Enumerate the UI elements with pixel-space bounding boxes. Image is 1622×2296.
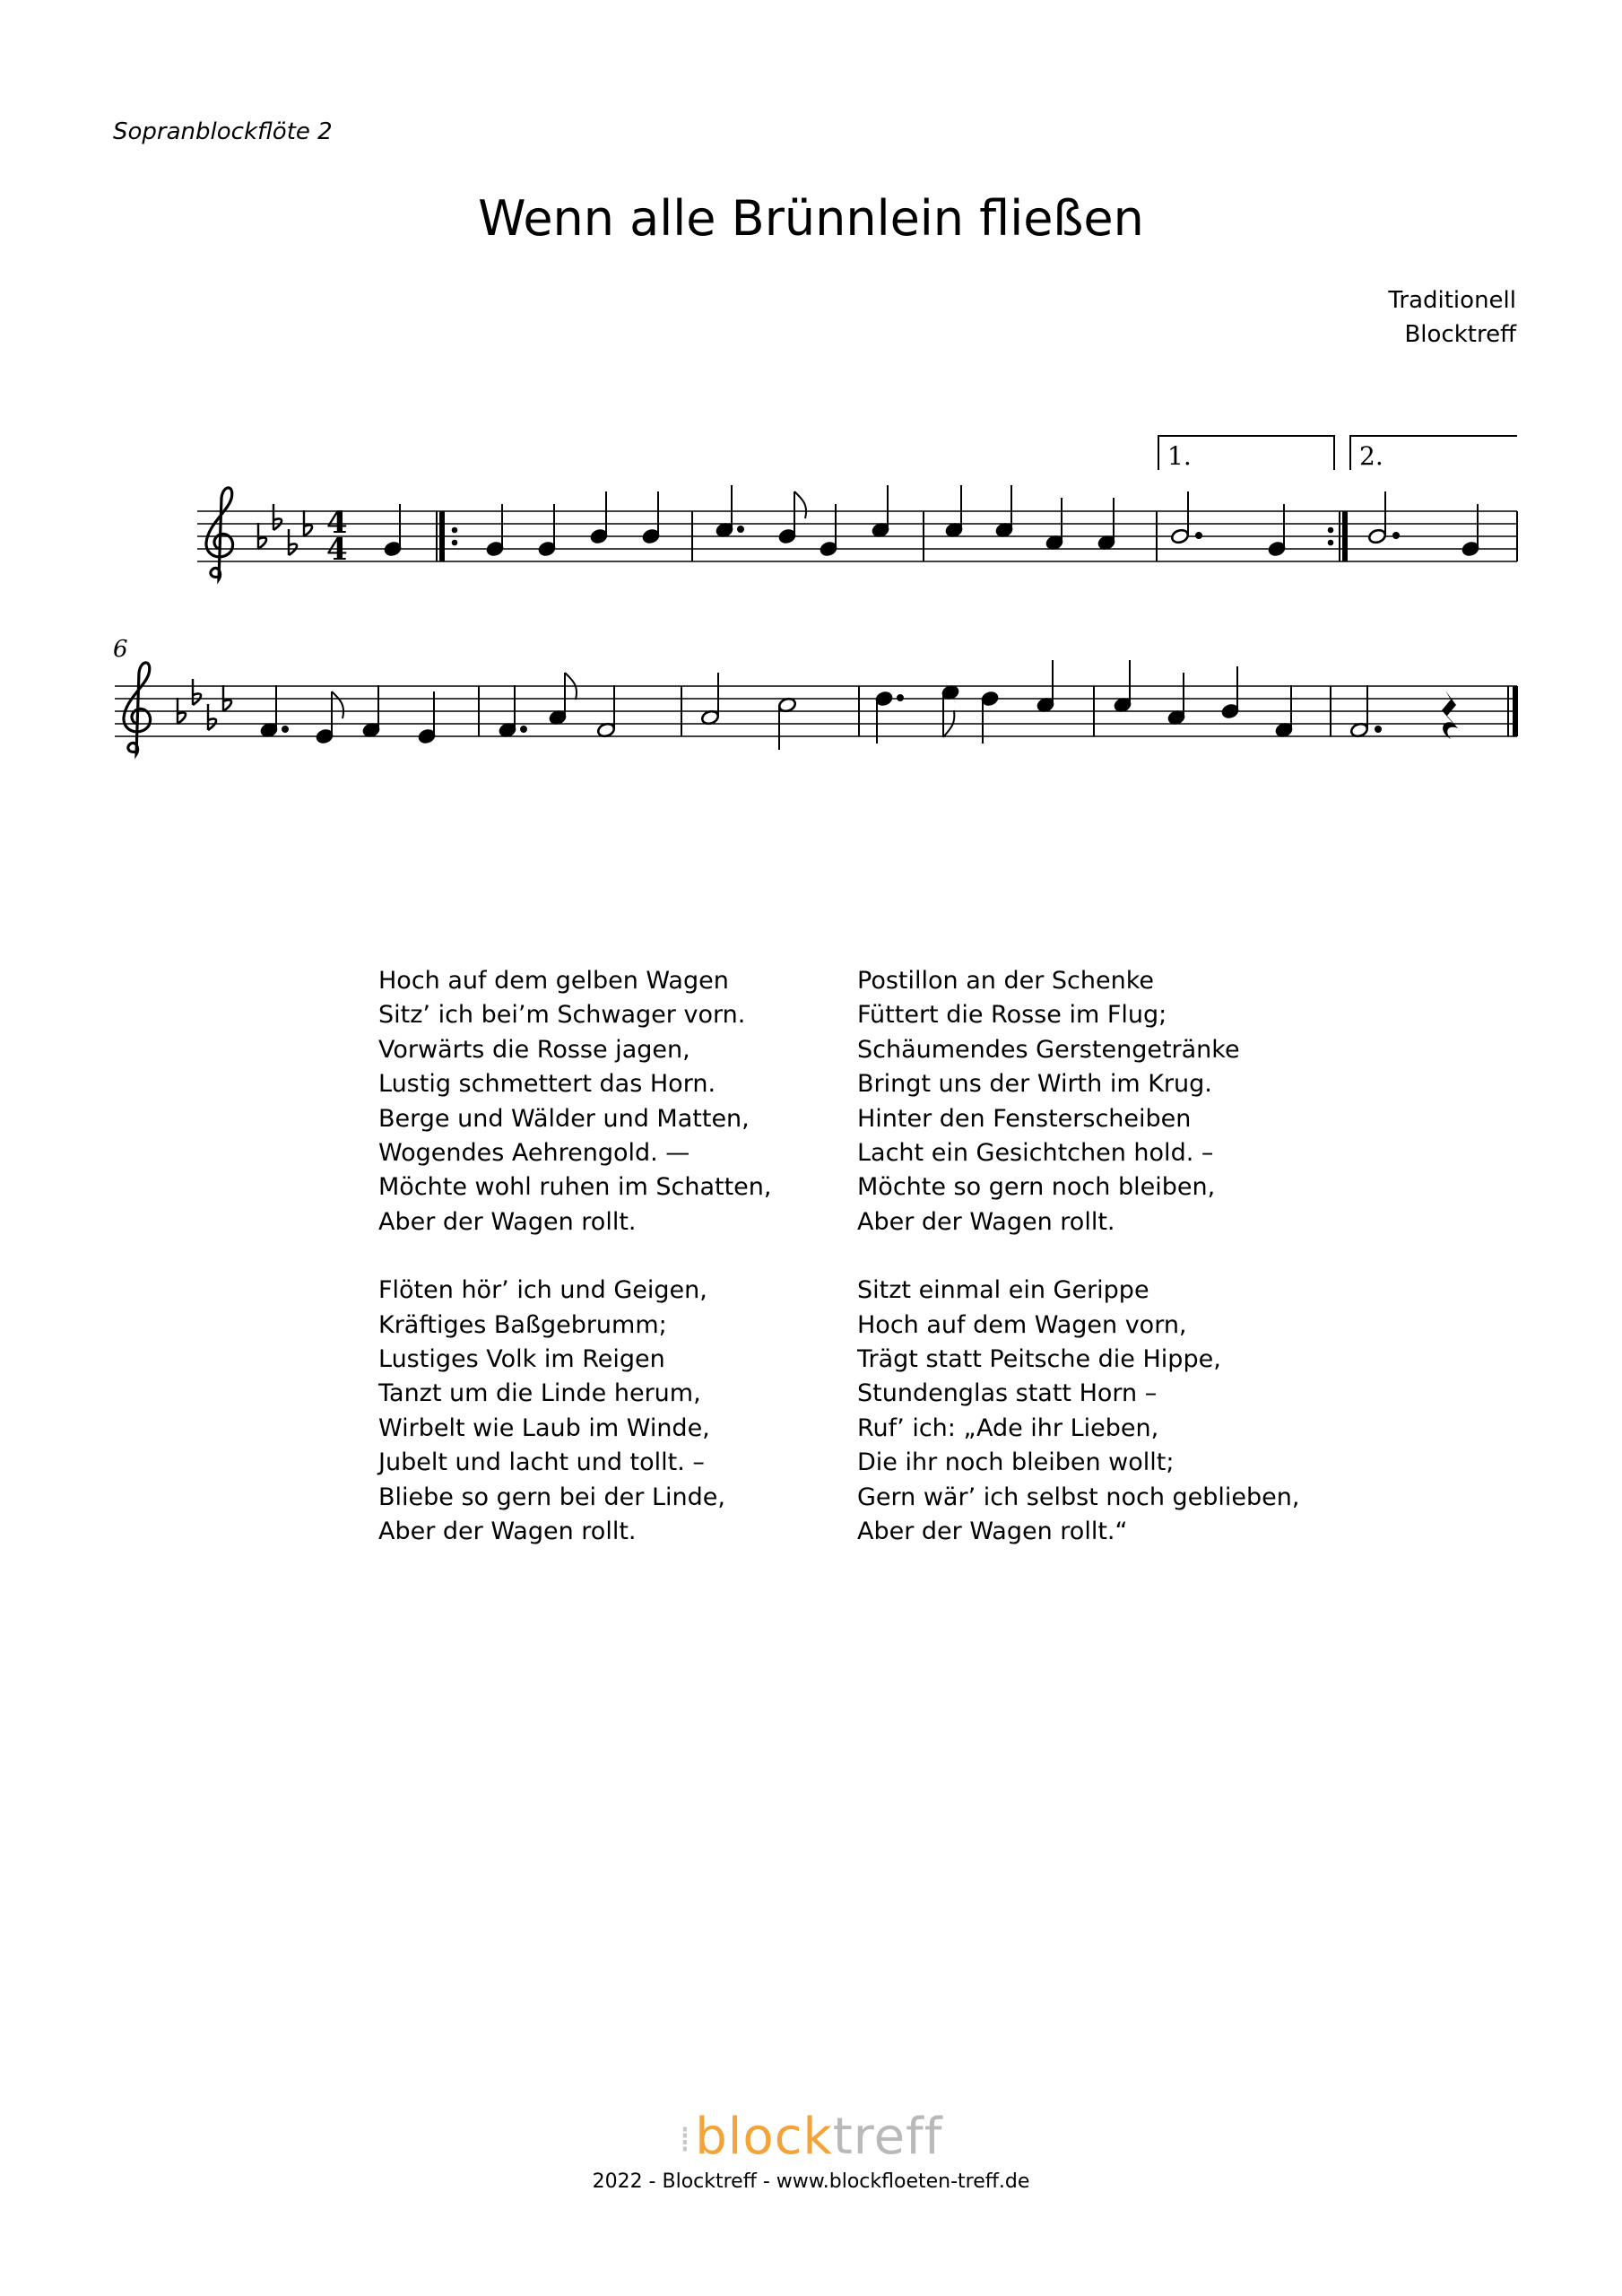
staff-system-1 [197,436,1517,579]
svg-text:4: 4 [326,505,348,541]
stanza-1 [378,964,772,1239]
lyric-line: Vorwärts die Rosse jagen, [378,1035,690,1064]
volta-2-label: 2. [1359,441,1383,471]
lyric-line: Stundenglas statt Horn – [857,1379,1158,1408]
lyric-line: Bliebe so gern bei der Linde, [378,1483,725,1511]
lyric-line: Lacht ein Gesichtchen hold. – [857,1139,1214,1168]
arranger-credit: Blocktreff [1404,321,1516,348]
time-signature [326,505,348,568]
logo-dots-icon: ⁞ [679,2118,692,2161]
logo-text-treff: treff [832,2108,943,2166]
lyric-line: Aber der Wagen rollt. [857,1207,1115,1236]
lyric-line: Hinter den Fensterscheiben [857,1104,1192,1133]
volta-brackets [1158,436,1517,470]
treble-clef-icon [206,488,233,579]
lyric-line: Ruf’ ich: „Ade ihr Lieben, [857,1413,1159,1442]
lyric-line: Füttert die Rosse im Flug; [857,1001,1167,1030]
lyric-line: Gern wär’ ich selbst noch geblieben, [857,1483,1300,1511]
lyric-line: Postillon an der Schenke [857,967,1154,995]
lyric-line: Berge und Wälder und Matten, [378,1104,750,1133]
logo-text-block: block [695,2108,833,2166]
footer-text: 2022 - Blocktreff - www.blockfloeten-treff.de [592,2170,1030,2193]
lyric-line: Lustig schmettert das Horn. [378,1070,716,1099]
svg-text:4: 4 [326,532,348,568]
lyric-line: Jubelt und lacht und tollt. – [378,1448,705,1477]
lyric-line: Kräftiges Baßgebrumm; [378,1310,667,1339]
lyric-line: Lustiges Volk im Reigen [378,1345,665,1374]
stanza-4 [857,1274,1299,1549]
lyric-line: Flöten hör’ ich und Geigen, [378,1276,707,1305]
lyric-line: Trägt statt Peitsche die Hippe, [857,1345,1221,1374]
lyric-line: Hoch auf dem gelben Wagen [378,967,729,995]
blocktreff-logo [0,2108,1622,2166]
sheet-music [0,0,1622,807]
lyric-line: Aber der Wagen rollt.“ [857,1518,1128,1546]
lyric-line: Sitzt einmal ein Gerippe [857,1276,1149,1305]
lyric-line: Aber der Wagen rollt. [378,1518,637,1546]
lyric-line: Möchte so gern noch bleiben, [857,1173,1216,1202]
lyrics-column-right [857,964,1299,1584]
notes-system-1 [384,485,1479,557]
lyric-line: Möchte wohl ruhen im Schatten, [378,1173,772,1202]
stanza-3 [378,1274,772,1549]
lyric-line: Wogendes Aehrengold. — [378,1139,690,1168]
lyric-line: Schäumendes Gerstengetränke [857,1035,1240,1064]
lyric-line: Die ihr noch bleiben wollt; [857,1448,1175,1477]
composer-credit: Traditionell [1388,287,1516,314]
lyric-line: Bringt uns der Wirth im Krug. [857,1070,1212,1099]
lyric-line: Aber der Wagen rollt. [378,1207,637,1236]
page-title: Wenn alle Brünnlein fließen [478,190,1144,247]
lyric-line: Wirbelt wie Laub im Winde, [378,1413,710,1442]
lyric-line: Hoch auf dem Wagen vorn, [857,1310,1187,1339]
lyric-line: Tanzt um die Linde herum, [378,1379,701,1408]
instrument-label: Sopranblockflöte 2 [113,118,333,145]
quarter-rest-icon [1442,691,1458,739]
treble-clef-icon [124,663,151,754]
lyrics-column-left [378,964,772,1584]
stanza-2 [857,964,1299,1239]
lyric-line: Sitz’ ich bei’m Schwager vorn. [378,1001,746,1030]
staff-system-2 [113,636,1517,754]
measure-number: 6 [113,636,128,663]
volta-1-label: 1. [1167,441,1192,471]
